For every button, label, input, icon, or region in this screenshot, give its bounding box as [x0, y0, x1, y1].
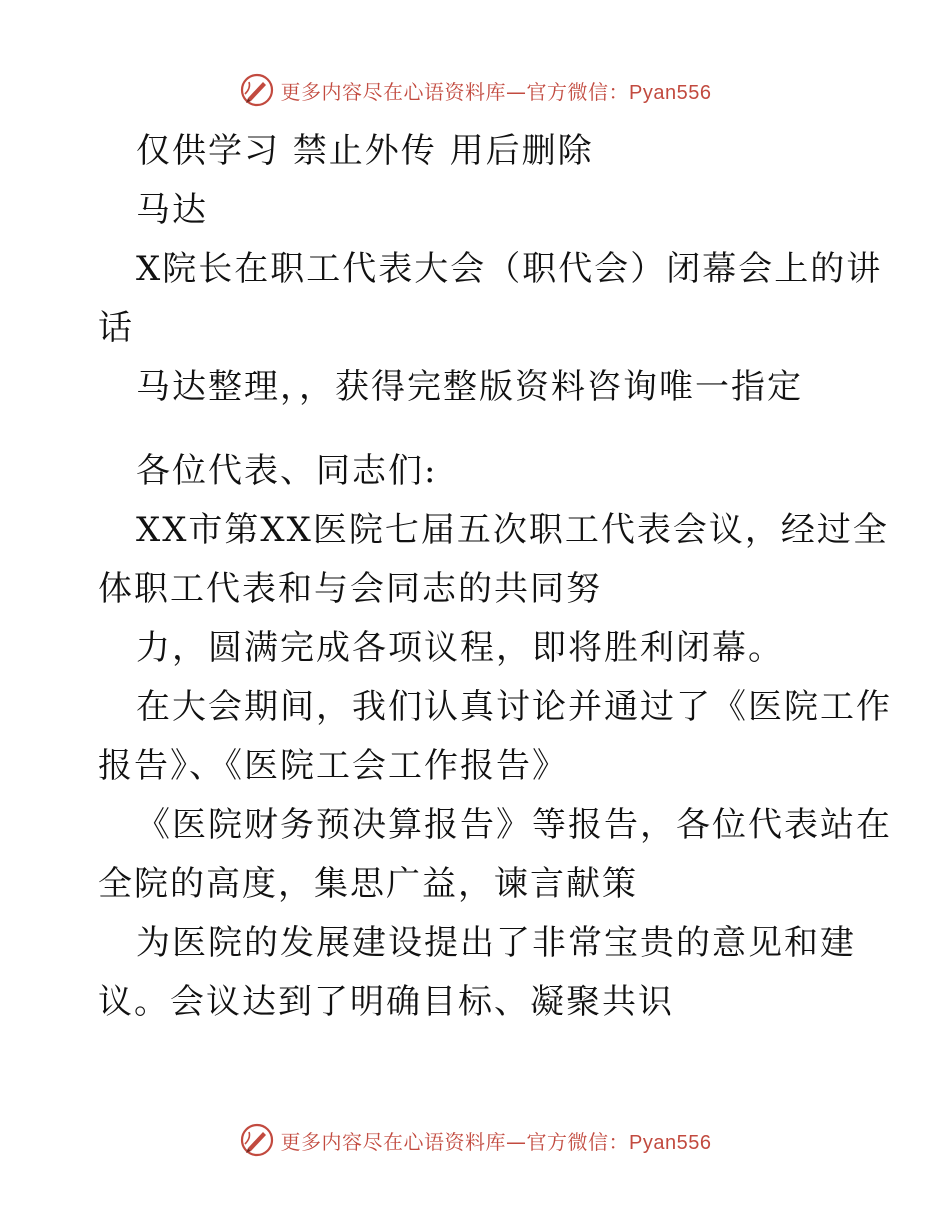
author-line: 马达: [136, 190, 208, 230]
banner-dash: —: [506, 79, 527, 104]
banner-text: [281, 1126, 712, 1155]
paragraph-4-line-1: 《医院财务预决算报告》等报告，各位代表站在: [136, 805, 892, 845]
banner-wechat-label: 官方微信：: [526, 1129, 630, 1154]
title-line-2: 话: [98, 308, 134, 348]
paragraph-3-line-1: 在大会期间，我们认真讨论并通过了《医院工作: [136, 687, 892, 727]
pen-logo-icon: [239, 72, 275, 108]
pen-logo-icon: [239, 1122, 275, 1158]
paragraph-2-line-1: 力，圆满完成各项议程，即将胜利闭幕。: [136, 628, 784, 668]
salutation-line: 各位代表、同志们:: [136, 451, 438, 491]
banner-slogan: 更多内容尽在心语资料库: [280, 1129, 507, 1154]
banner-wechat-id: Pyan556: [629, 1131, 712, 1154]
paragraph-5-line-2: 议。会议达到了明确目标、凝聚共识: [98, 982, 674, 1022]
header-banner: [0, 70, 950, 110]
banner-text: [281, 76, 712, 105]
blank-line: [98, 417, 858, 442]
banner-wechat-label: 官方微信：: [526, 79, 630, 104]
notice-line: 仅供学习 禁止外传 用后删除: [136, 131, 594, 171]
paragraph-3-line-2: 报告》、《医院工会工作报告》: [98, 746, 568, 786]
banner-slogan: 更多内容尽在心语资料库: [280, 79, 507, 104]
paragraph-5-line-1: 为医院的发展建设提出了非常宝贵的意见和建: [136, 923, 856, 963]
paragraph-1-line-1: XX市第XX医院七届五次职工代表会议，经过全: [136, 510, 889, 550]
paragraph-4-line-2: 全院的高度，集思广益，谏言献策: [98, 864, 638, 904]
note-line: 马达整理，，获得完整版资料咨询唯一指定: [136, 367, 803, 407]
paragraph-1-line-2: 体职工代表和与会同志的共同努: [98, 569, 602, 609]
document-body: [98, 122, 892, 1032]
footer-banner: [0, 1120, 950, 1160]
banner-wechat-id: Pyan556: [629, 81, 712, 104]
banner-dash: —: [506, 1129, 527, 1154]
title-line-1: X院长在职工代表大会（职代会）闭幕会上的讲: [136, 249, 883, 289]
